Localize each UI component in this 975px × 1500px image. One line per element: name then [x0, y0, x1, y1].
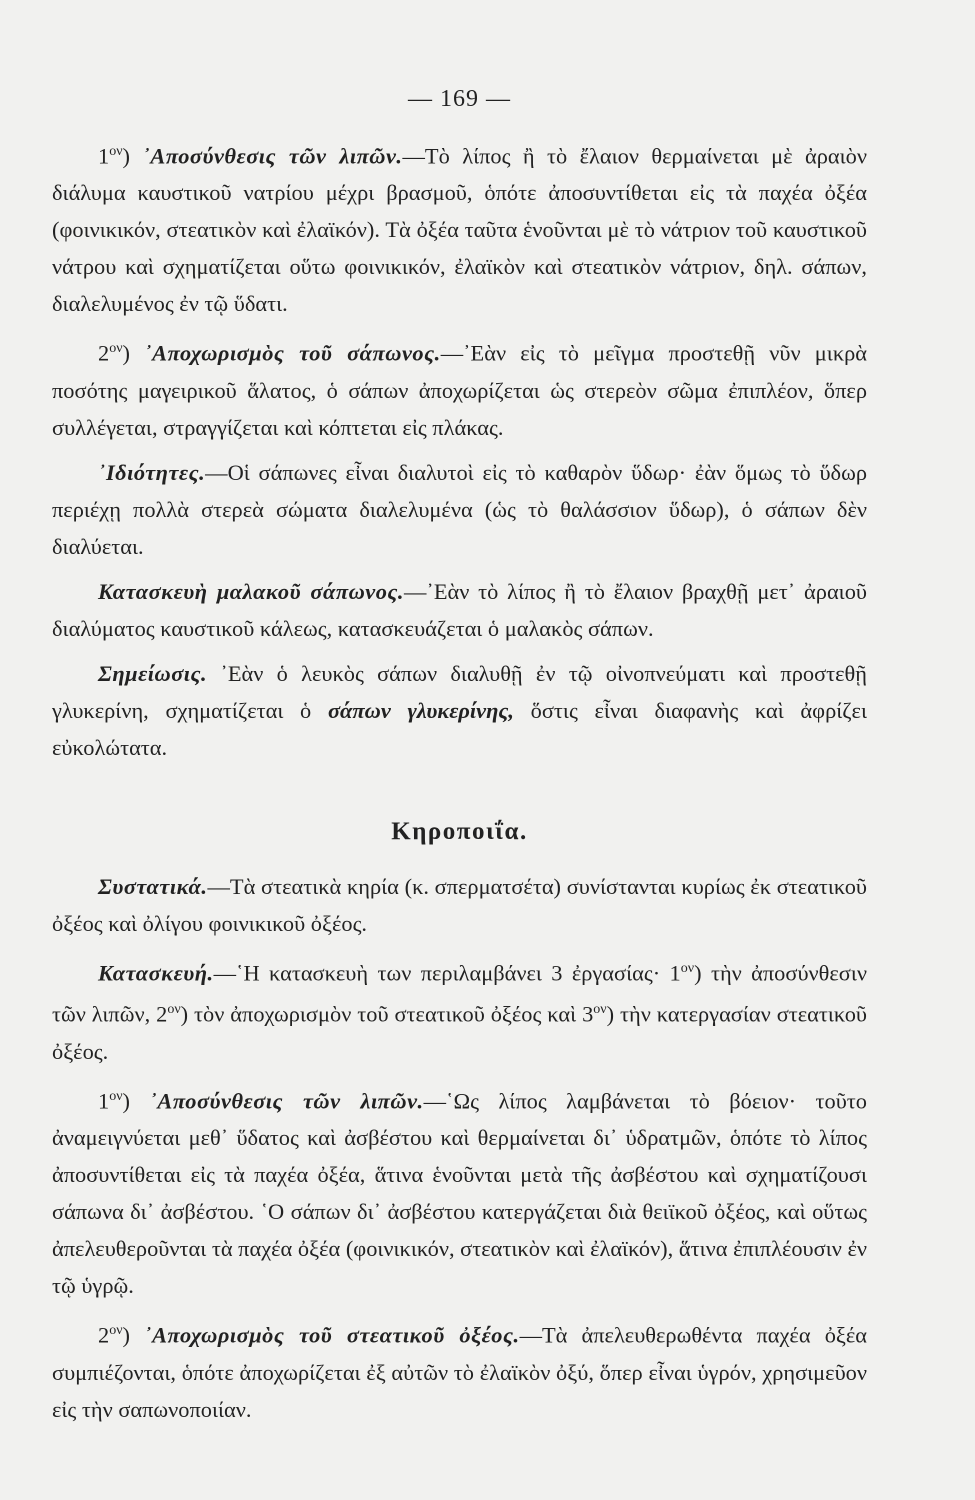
item-number: 2 [98, 340, 110, 366]
paragraph-stearic-separation: $2^{o\nu}$) ᾽Αποχωρισμὸς τοῦ στεατικοῦ ὀξέος.—Τὰ ἀπελευθερωθέντα παχέα ὀξέα συμπιέζονται, ὁπότε ἀποχωρίζεται ἐξ αὐτῶν τὸ ἐλαϊκὸν ὀξύ, ὅπερ εἶναι ὑγρόν, χρησιμεῦον εἰς τὴν σαπωνοποιίαν. [52, 1322, 868, 1422]
ordinal-suffix: ον [109, 1323, 123, 1339]
ordinal-suffix: ον [109, 1088, 123, 1104]
paragraph-note [52, 655, 867, 766]
paragraph-manufacture [52, 950, 867, 1070]
paragraph-text: —῾Η κατασκευὴ των περιλαμβάνει 3 ἐργασίας· 1 [213, 960, 681, 986]
paragraph-text: ᾽Εὰν ὁ λευκὸς σάπων διαλυθῇ ἐν τῷ οἰνοπνεύματι καὶ προστεθῇ γλυκερίνη, σχηματίζεται ὁ [52, 660, 867, 723]
paragraph-text: ) τὴν ἀποσύνθεσιν τῶν λιπῶν, 2 [52, 960, 868, 1027]
item-number: 1 [98, 1088, 110, 1114]
paragraph-fat-decomposition: $1^{o\nu}$) ᾽Αποσύνθεσις τῶν λιπῶν.—Τὸ λίπος ἢ τὸ ἔλαιον θερμαίνεται μὲ ἀραιὸν διάλυμα καυστικοῦ νατρίου μέχρι βρασμοῦ, ὁπότε ἀποσυντίθεται εἰς τὰ παχέα ὀξέα (φοινικικόν, στεατικὸν καὶ ἐλαϊκόν). Τὰ ὀξέα ταῦτα ἑνοῦνται μὲ τὸ νάτριον τοῦ καυστικοῦ νάτρου καὶ σχηματίζεται οὕτω φοινικικόν, ἐλαϊκὸν καὶ στεατικὸν νάτριον, δηλ. σάπων, διαλελυμένος ἐν τῷ ὕδατι. [52, 143, 867, 317]
section-title: Κηροποιΐα. [391, 817, 528, 845]
paragraph-text: —᾽Εὰν εἰς τὸ μεῖγμα προστεθῇ νῦν μικρὰ ποσότης μαγειρικοῦ ἅλατος, ὁ σάπων ἀποχωρίζεται ὡς στερεὸν σῶμα ἐπιπλέον, ὅπερ συλλέγεται, στραγγίζεται καὶ κόπτεται εἰς πλάκας. [52, 340, 868, 440]
paragraph-text: —Τὰ στεατικὰ κηρία (κ. σπερματσέτα) συνίστανται κυρίως ἐκ στεατικοῦ ὀξέος καὶ ὀλίγου φοινικικοῦ ὀξέος. [52, 873, 867, 936]
paragraph-text: ὅστις εἶναι διαφανὴς καὶ ἀφρίζει εὐκολώτατα. [52, 697, 867, 760]
paragraph-heading: Κατασκευή. [98, 960, 214, 986]
page-number: — 169 — [408, 86, 511, 112]
paragraph-properties [52, 454, 867, 565]
paragraph-heading: Σημείωσις. [98, 660, 208, 686]
paragraph-heading: ᾽Ιδιότητες. [98, 459, 206, 485]
paragraph-text: —Οἱ σάπωνες εἶναι διαλυτοὶ εἰς τὸ καθαρὸν ὕδωρ· ἐὰν ὅμως τὸ ὕδωρ περιέχῃ πολλὰ στερεὰ σώματα διαλελυμένα (ὡς τὸ θαλάσσιον ὕδωρ), ὁ σάπων δὲν διαλύεται. [52, 459, 867, 559]
emphasis-term: σάπων γλυκερίνης, [327, 697, 514, 723]
paragraph-heading: ᾽Αποχωρισμὸς τοῦ στεατικοῦ ὀξέος. [144, 1322, 520, 1348]
item-number: 2 [98, 1322, 110, 1348]
paragraph-text: —᾽Εὰν τὸ λίπος ἢ τὸ ἔλαιον βραχθῇ μετ᾽ ἀραιοῦ διαλύματος καυστικοῦ κάλεως, κατασκευάζεται ὁ μαλακὸς σάπων. [52, 578, 867, 641]
paragraph-heading: ᾽Αποσύνθεσις τῶν λιπῶν. [149, 1088, 424, 1114]
ordinal-suffix: ον [167, 1002, 181, 1018]
paragraph-text: —῾Ως λίπος λαμβάνεται τὸ βόειον· τοῦτο ἀναμειγνύεται μεθ᾽ ὕδατος καὶ ἀσβέστου καὶ θερμαίνεται δι᾽ ὑδρατμῶν, ὁπότε τὸ λίπος ἀποσυντίθεται εἰς τὰ παχέα ὀξέα, ἅτινα ἑνοῦνται μετὰ τῆς ἀσβέστου καὶ σχηματίζουσι σάπωνα δι᾽ ἀσβέστου. ῾Ο σάπων δι᾽ ἀσβέστου κατεργάζεται διὰ θειϊκοῦ ὀξέος, καὶ οὕτως ἀπελευθεροῦνται τὰ παχέα ὀξέα (φοινικικόν, στεατικὸν καὶ ἐλαϊκόν), ἅτινα ἐπιπλέουσιν ἐν τῷ ὑγρῷ. [52, 1088, 867, 1299]
paragraph-text: ) τὸν ἀποχωρισμὸν τοῦ στεατικοῦ ὀξέος καὶ 3 [180, 1001, 594, 1027]
paragraph-ingredients [52, 868, 867, 942]
ordinal-suffix: ον [593, 1002, 607, 1018]
ordinal-suffix: ον [109, 341, 123, 357]
paragraph-heading: ᾽Αποσύνθεσις τῶν λιπῶν. [142, 143, 403, 169]
ordinal-suffix: ον [109, 144, 123, 159]
paragraph-text: ) τὴν κατεργασίαν στεατικοῦ ὀξέος. [52, 1001, 867, 1064]
paragraph-soap-separation: $2^{o\nu}$) ᾽Αποχωρισμὸς τοῦ σάπωνος.—᾽Εὰν εἰς τὸ μεῖγμα προστεθῇ νῦν μικρὰ ποσότης μαγειρικοῦ ἅλατος, ὁ σάπων ἀποχωρίζεται ὡς στερεὸν σῶμα ἐπιπλέον, ὅπερ συλλέγεται, στραγγίζεται καὶ κόπτεται εἰς πλάκας. [52, 340, 868, 440]
ordinal-suffix: ον [680, 960, 695, 976]
paragraph-heading: Συστατικά. [98, 873, 208, 899]
paragraph-soft-soap [52, 573, 867, 647]
paragraph-heading: Κατασκευὴ μαλακοῦ σάπωνος. [98, 578, 404, 604]
paragraph-heading: ᾽Αποχωρισμὸς τοῦ σάπωνος. [144, 340, 441, 366]
item-number: 1 [98, 143, 110, 169]
paragraph-text: —Τὸ λίπος ἢ τὸ ἔλαιον θερμαίνεται μὲ ἀραιὸν διάλυμα καυστικοῦ νατρίου μέχρι βρασμοῦ, ὁπότε ἀποσυντίθεται εἰς τὰ παχέα ὀξέα (φοινικικόν, στεατικὸν καὶ ἐλαϊκόν). Τὰ ὀξέα ταῦτα ἑνοῦνται μὲ τὸ νάτριον τοῦ καυστικοῦ νάτρου καὶ σχηματίζεται οὕτω φοινικικόν, ἐλαϊκὸν καὶ στεατικὸν νάτριον, δηλ. σάπων, διαλελυμένος ἐν τῷ ὕδατι. [52, 143, 867, 317]
paragraph-text: —Τὰ ἀπελευθερωθέντα παχέα ὀξέα συμπιέζονται, ὁπότε ἀποχωρίζεται ἐξ αὐτῶν τὸ ἐλαϊκὸν ὀξύ, ὅπερ εἶναι ὑγρόν, χρησιμεῦον εἰς τὴν σαπωνοποιίαν. [52, 1322, 868, 1422]
paragraph-fat-decomposition-2: $1^{o\nu}$) ᾽Αποσύνθεσις τῶν λιπῶν.—῾Ως λίπος λαμβάνεται τὸ βόειον· τοῦτο ἀναμειγνύεται μεθ᾽ ὕδατος καὶ ἀσβέστου καὶ θερμαίνεται δι᾽ ὑδρατμῶν, ὁπότε τὸ λίπος ἀποσυντίθεται εἰς τὰ παχέα ὀξέα, ἅτινα ἑνοῦνται μετὰ τῆς ἀσβέστου καὶ σχηματίζουσι σάπωνα δι᾽ ἀσβέστου. ῾Ο σάπων δι᾽ ἀσβέστου κατεργάζεται διὰ θειϊκοῦ ὀξέος, καὶ οὕτως ἀπελευθεροῦνται τὰ παχέα ὀξέα (φοινικικόν, στεατικὸν καὶ ἐλαϊκόν), ἅτινα ἐπιπλέουσιν ἐν τῷ ὑγρῷ. [52, 1088, 867, 1299]
